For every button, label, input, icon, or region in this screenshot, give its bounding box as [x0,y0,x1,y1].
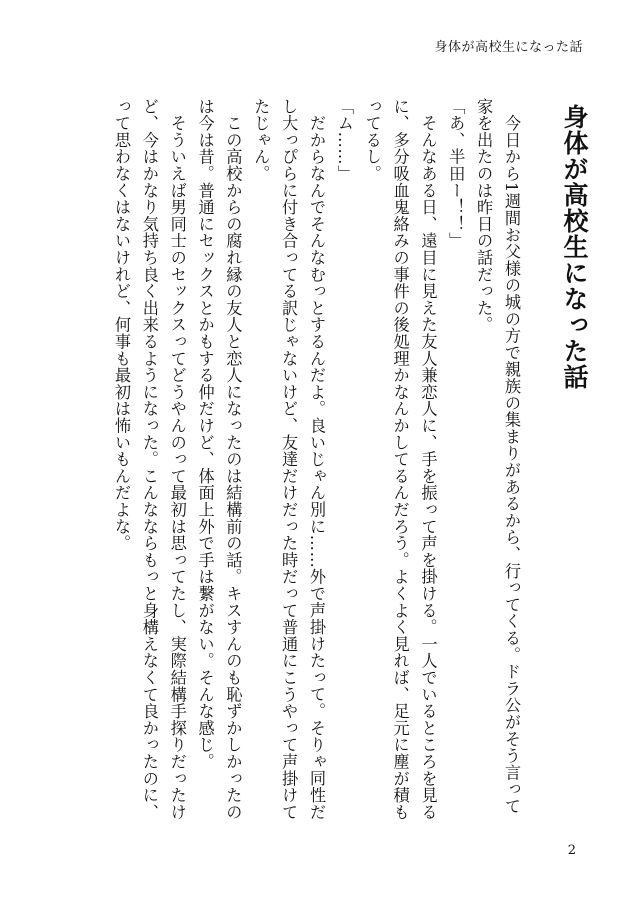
paragraph: そんなある日、遠目に見えた友人兼恋人に、手を振って声を掛ける。一人でいるところを見るに、多分吸血鬼絡みの事件の後処理かなんかしてるんだろう。よくよく見れば、足元に塵が積もってるし。 [362,98,438,821]
paragraph: 今日から1週間お父様の城の方で親族の集まりがあるから、行ってくる。ドラ公がそう言って家を出たのは昨日の話だった。 [474,98,521,815]
running-header: 身体が高校生になった話 [434,40,583,55]
paragraph: だからなんでそんなむっとするんだよ。良いじゃん別に……外で声掛けたって。そりゃ同性だし大っぴらに付き合ってる訳じゃないけど、友達だけだった時だって普通にこうやって声掛けてたじゃん。 [251,98,326,821]
chapter-title: 身体が高校生になった話 [560,104,589,390]
paragraph: この高校からの腐れ縁の友人と恋人になったのは結構前の話。キスすんのも恥ずかしかったのは今は昔。普通にセックスとかもする仲だけど、体面上外で手は繋がない。そんな感じ。 [195,98,243,821]
paragraph: 「あ、半田ー！！」 [446,98,466,250]
paragraph: そういえば男同士のセックスってどうやんのって最初は思ってたし、実際結構手探りだったけど、今はかなり気持ち良く出来るようになった。こんなならもっと身構えなくて良かったのに、って思わなくはないけれど、何事も最初は怖いもんだよな。 [111,98,187,821]
page-number: 2 [567,843,576,858]
body-text [55,98,525,828]
paragraph: 「ム……」 [334,98,354,182]
